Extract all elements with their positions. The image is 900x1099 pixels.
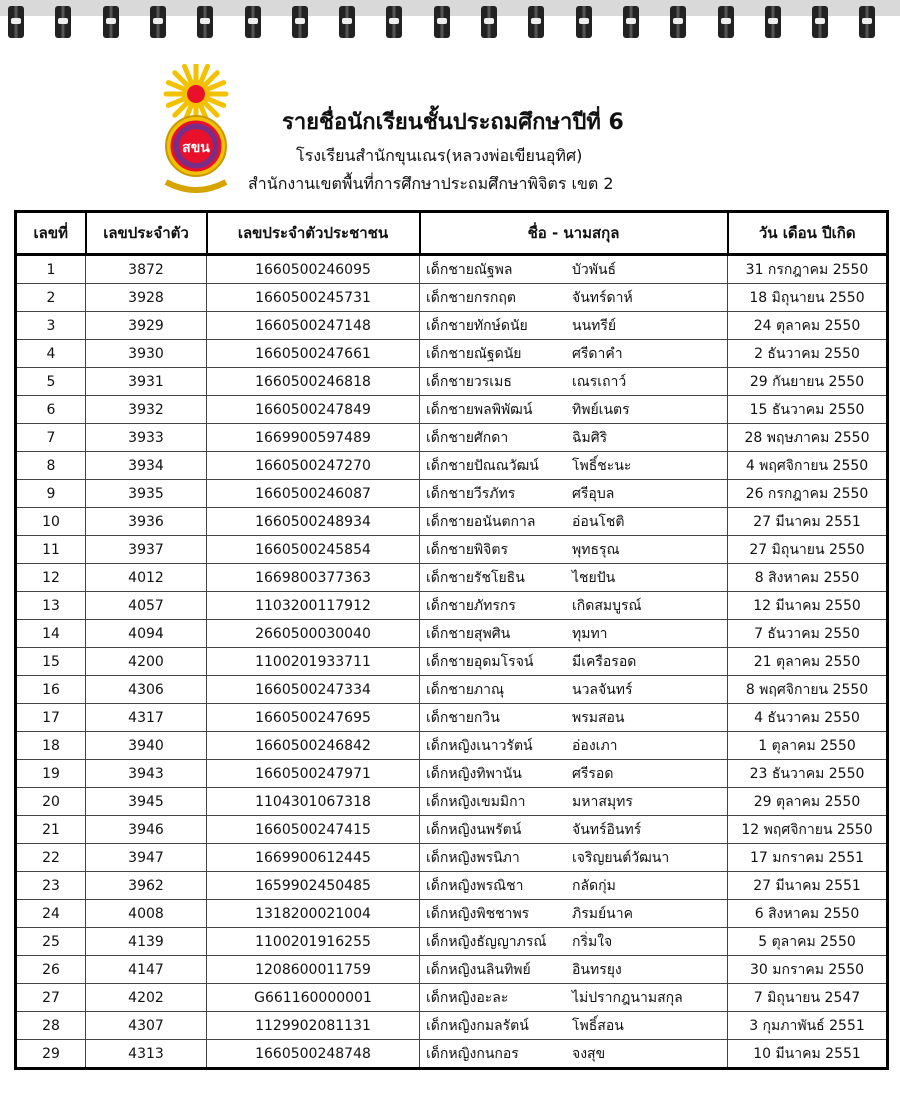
cell-birth-date: 3 กุมภาพันธ์ 2551 xyxy=(728,1012,888,1040)
first-name: เด็กหญิงนลินทิพย์ xyxy=(426,961,531,978)
cell-citizen-id: 1669900612445 xyxy=(207,844,420,872)
cell-full-name xyxy=(420,704,728,732)
last-name: เจริญยนต์วัฒนา xyxy=(572,849,670,866)
cell-full-name xyxy=(420,536,728,564)
table-row xyxy=(16,928,888,956)
cell-citizen-id: 1660500247148 xyxy=(207,312,420,340)
binding-ring xyxy=(292,6,308,38)
cell-full-name xyxy=(420,396,728,424)
cell-full-name xyxy=(420,872,728,900)
binding-ring xyxy=(197,6,213,38)
cell-no: 27 xyxy=(16,984,86,1012)
column-header-no: เลขที่ xyxy=(16,212,86,255)
cell-citizen-id: 1100201916255 xyxy=(207,928,420,956)
table-row xyxy=(16,480,888,508)
cell-student-id: 4147 xyxy=(86,956,207,984)
cell-student-id: 4139 xyxy=(86,928,207,956)
table-row xyxy=(16,592,888,620)
cell-student-id: 4008 xyxy=(86,900,207,928)
binding-ring xyxy=(859,6,875,38)
first-name: เด็กชายปัณณวัฒน์ xyxy=(426,457,539,474)
table-header-row xyxy=(16,212,888,255)
cell-birth-date: 7 ธันวาคม 2550 xyxy=(728,620,888,648)
first-name: เด็กชายณัฐพล xyxy=(426,261,513,278)
table-row xyxy=(16,312,888,340)
first-name: เด็กหญิงเนาวรัตน์ xyxy=(426,737,533,754)
cell-birth-date: 8 พฤศจิกายน 2550 xyxy=(728,676,888,704)
cell-student-id: 3937 xyxy=(86,536,207,564)
cell-student-id: 4057 xyxy=(86,592,207,620)
cell-no: 6 xyxy=(16,396,86,424)
last-name: จันทร์อินทร์ xyxy=(572,821,642,838)
cell-no: 7 xyxy=(16,424,86,452)
cell-birth-date: 29 กันยายน 2550 xyxy=(728,368,888,396)
cell-citizen-id: 1660500246818 xyxy=(207,368,420,396)
binding-ring xyxy=(386,6,402,38)
last-name: นนทรีย์ xyxy=(572,317,617,334)
cell-full-name xyxy=(420,592,728,620)
student-roster-table xyxy=(14,210,889,1070)
binding-ring xyxy=(765,6,781,38)
first-name: เด็กหญิงทิพานัน xyxy=(426,765,522,782)
first-name: เด็กชายพลพิพัฒน์ xyxy=(426,401,533,418)
cell-no: 12 xyxy=(16,564,86,592)
cell-citizen-id: 1208600011759 xyxy=(207,956,420,984)
cell-student-id: 3943 xyxy=(86,760,207,788)
last-name: มีเครือรอด xyxy=(572,653,637,670)
binding-ring xyxy=(8,6,24,38)
cell-birth-date: 26 กรกฎาคม 2550 xyxy=(728,480,888,508)
table-row xyxy=(16,788,888,816)
cell-no: 13 xyxy=(16,592,86,620)
cell-no: 22 xyxy=(16,844,86,872)
last-name: ไชยปัน xyxy=(572,569,616,586)
table-row xyxy=(16,508,888,536)
cell-student-id: 4200 xyxy=(86,648,207,676)
cell-birth-date: 23 ธันวาคม 2550 xyxy=(728,760,888,788)
cell-student-id: 3934 xyxy=(86,452,207,480)
first-name: เด็กชายวีรภัทร xyxy=(426,485,516,502)
last-name: จันทร์ดาห์ xyxy=(572,289,633,306)
table-row xyxy=(16,648,888,676)
cell-student-id: 3940 xyxy=(86,732,207,760)
table-row xyxy=(16,1012,888,1040)
cell-student-id: 3929 xyxy=(86,312,207,340)
cell-full-name xyxy=(420,956,728,984)
cell-no: 24 xyxy=(16,900,86,928)
cell-no: 9 xyxy=(16,480,86,508)
first-name: เด็กชายณัฐดนัย xyxy=(426,345,522,362)
last-name: มหาสมุทร xyxy=(572,793,633,810)
cell-no: 3 xyxy=(16,312,86,340)
first-name: เด็กหญิงกนกอร xyxy=(426,1045,519,1062)
cell-student-id: 3931 xyxy=(86,368,207,396)
first-name: เด็กหญิงนพรัตน์ xyxy=(426,821,522,838)
cell-full-name xyxy=(420,732,728,760)
cell-full-name xyxy=(420,480,728,508)
last-name: ศรีรอด xyxy=(572,765,614,782)
cell-birth-date: 27 มีนาคม 2551 xyxy=(728,508,888,536)
cell-birth-date: 5 ตุลาคม 2550 xyxy=(728,928,888,956)
cell-birth-date: 1 ตุลาคม 2550 xyxy=(728,732,888,760)
binding-ring xyxy=(245,6,261,38)
first-name: เด็กหญิงกมลรัตน์ xyxy=(426,1017,529,1034)
cell-birth-date: 29 ตุลาคม 2550 xyxy=(728,788,888,816)
binding-ring xyxy=(55,6,71,38)
last-name: อ่อนโชติ xyxy=(572,513,625,530)
cell-no: 4 xyxy=(16,340,86,368)
binding-ring xyxy=(576,6,592,38)
binding-ring xyxy=(103,6,119,38)
cell-no: 16 xyxy=(16,676,86,704)
cell-student-id: 4307 xyxy=(86,1012,207,1040)
first-name: เด็กชายภัทรกร xyxy=(426,597,516,614)
first-name: เด็กชายกวิน xyxy=(426,709,500,726)
cell-birth-date: 12 มีนาคม 2550 xyxy=(728,592,888,620)
cell-citizen-id: 1660500245854 xyxy=(207,536,420,564)
table-row xyxy=(16,340,888,368)
table-row xyxy=(16,760,888,788)
cell-birth-date: 4 พฤศจิกายน 2550 xyxy=(728,452,888,480)
cell-birth-date: 7 มิถุนายน 2547 xyxy=(728,984,888,1012)
binding-ring xyxy=(481,6,497,38)
table-row xyxy=(16,255,888,284)
table-row xyxy=(16,956,888,984)
first-name: เด็กหญิงพิชชาพร xyxy=(426,905,530,922)
cell-no: 18 xyxy=(16,732,86,760)
cell-student-id: 3935 xyxy=(86,480,207,508)
cell-full-name xyxy=(420,312,728,340)
cell-no: 14 xyxy=(16,620,86,648)
last-name: ทุมทา xyxy=(572,625,608,642)
cell-full-name xyxy=(420,648,728,676)
cell-no: 23 xyxy=(16,872,86,900)
cell-citizen-id: 1660500246842 xyxy=(207,732,420,760)
table-row xyxy=(16,564,888,592)
school-name: โรงเรียนสำนักขุนเณร(หลวงพ่อเขียนอุทิศ) xyxy=(296,146,583,165)
cell-birth-date: 8 สิงหาคม 2550 xyxy=(728,564,888,592)
cell-birth-date: 6 สิงหาคม 2550 xyxy=(728,900,888,928)
last-name: โพธิ์ชะนะ xyxy=(572,457,632,474)
spiral-binding xyxy=(0,0,900,50)
cell-full-name xyxy=(420,816,728,844)
cell-citizen-id: 1318200021004 xyxy=(207,900,420,928)
last-name: กริ่มใจ xyxy=(572,933,613,950)
cell-student-id: 4317 xyxy=(86,704,207,732)
column-header-birth-date: วัน เดือน ปีเกิด xyxy=(728,212,888,255)
education-office: สำนักงานเขตพื้นที่การศึกษาประถมศึกษาพิจิตร เขต 2 xyxy=(248,174,614,193)
cell-birth-date: 30 มกราคม 2550 xyxy=(728,956,888,984)
table-row xyxy=(16,620,888,648)
cell-student-id: 3932 xyxy=(86,396,207,424)
cell-full-name xyxy=(420,928,728,956)
binding-ring xyxy=(339,6,355,38)
cell-no: 28 xyxy=(16,1012,86,1040)
cell-citizen-id: 1660500248748 xyxy=(207,1040,420,1069)
table-row xyxy=(16,900,888,928)
last-name: ศรีอุบล xyxy=(572,485,615,502)
cell-student-id: 4094 xyxy=(86,620,207,648)
first-name: เด็กหญิงอะละ xyxy=(426,989,509,1006)
cell-full-name xyxy=(420,424,728,452)
cell-birth-date: 18 มิถุนายน 2550 xyxy=(728,284,888,312)
cell-full-name xyxy=(420,900,728,928)
cell-student-id: 3947 xyxy=(86,844,207,872)
first-name: เด็กชายอุดมโรจน์ xyxy=(426,653,534,670)
table-row xyxy=(16,452,888,480)
binding-ring xyxy=(528,6,544,38)
cell-citizen-id: 1659902450485 xyxy=(207,872,420,900)
cell-full-name xyxy=(420,284,728,312)
cell-student-id: 3936 xyxy=(86,508,207,536)
table-row xyxy=(16,676,888,704)
cell-birth-date: 27 มีนาคม 2551 xyxy=(728,872,888,900)
cell-full-name xyxy=(420,340,728,368)
cell-student-id: 3962 xyxy=(86,872,207,900)
first-name: เด็กชายกรกฤต xyxy=(426,289,516,306)
cell-full-name xyxy=(420,620,728,648)
cell-no: 26 xyxy=(16,956,86,984)
last-name: อ่องเภา xyxy=(572,737,618,754)
cell-no: 25 xyxy=(16,928,86,956)
binding-ring xyxy=(670,6,686,38)
last-name: อินทรยุง xyxy=(572,961,622,978)
cell-citizen-id: G661160000001 xyxy=(207,984,420,1012)
school-emblem-icon xyxy=(148,64,244,198)
cell-full-name xyxy=(420,984,728,1012)
last-name: จงสุข xyxy=(572,1045,606,1062)
cell-full-name xyxy=(420,844,728,872)
binding-ring xyxy=(718,6,734,38)
last-name: ไม่ปรากฎนามสกุล xyxy=(572,989,683,1006)
last-name: เณรเถาว์ xyxy=(572,373,627,390)
binding-ring xyxy=(623,6,639,38)
page-title: รายชื่อนักเรียนชั้นประถมศึกษาปีที่ 6 xyxy=(282,110,624,135)
cell-citizen-id: 1660500245731 xyxy=(207,284,420,312)
cell-citizen-id: 1100201933711 xyxy=(207,648,420,676)
cell-full-name xyxy=(420,255,728,284)
table-row xyxy=(16,536,888,564)
cell-no: 17 xyxy=(16,704,86,732)
cell-birth-date: 28 พฤษภาคม 2550 xyxy=(728,424,888,452)
table-row xyxy=(16,844,888,872)
cell-birth-date: 17 มกราคม 2551 xyxy=(728,844,888,872)
cell-citizen-id: 1129902081131 xyxy=(207,1012,420,1040)
cell-no: 10 xyxy=(16,508,86,536)
last-name: ศรีดาคำ xyxy=(572,345,623,362)
cell-citizen-id: 1660500247334 xyxy=(207,676,420,704)
cell-citizen-id: 1660500247661 xyxy=(207,340,420,368)
table-row xyxy=(16,396,888,424)
cell-full-name xyxy=(420,760,728,788)
table-row xyxy=(16,1040,888,1069)
first-name: เด็กหญิงธัญญาภรณ์ xyxy=(426,933,547,950)
emblem-sun xyxy=(187,85,205,103)
last-name: ภิรมย์นาค xyxy=(572,905,633,922)
last-name: บัวพันธ์ xyxy=(572,261,617,278)
table-row xyxy=(16,368,888,396)
emblem-text: สขน xyxy=(182,140,210,156)
first-name: เด็กชายศักดา xyxy=(426,429,509,446)
cell-no: 15 xyxy=(16,648,86,676)
last-name: เกิดสมบูรณ์ xyxy=(572,597,642,614)
cell-citizen-id: 1103200117912 xyxy=(207,592,420,620)
first-name: เด็กชายพิจิตร xyxy=(426,541,508,558)
binding-ring xyxy=(150,6,166,38)
first-name: เด็กชายทักษ์ดนัย xyxy=(426,317,528,334)
cell-citizen-id: 1660500247415 xyxy=(207,816,420,844)
table-row xyxy=(16,984,888,1012)
cell-full-name xyxy=(420,452,728,480)
cell-birth-date: 31 กรกฎาคม 2550 xyxy=(728,255,888,284)
cell-student-id: 3945 xyxy=(86,788,207,816)
cell-birth-date: 10 มีนาคม 2551 xyxy=(728,1040,888,1069)
cell-student-id: 4202 xyxy=(86,984,207,1012)
cell-citizen-id: 1660500247849 xyxy=(207,396,420,424)
cell-citizen-id: 1660500248934 xyxy=(207,508,420,536)
cell-citizen-id: 1669800377363 xyxy=(207,564,420,592)
column-header-full-name: ชื่อ - นามสกุล xyxy=(420,212,728,255)
cell-citizen-id: 1660500246095 xyxy=(207,255,420,284)
cell-full-name xyxy=(420,788,728,816)
first-name: เด็กชายอนันตกาล xyxy=(426,513,536,530)
cell-no: 19 xyxy=(16,760,86,788)
last-name: พุทธรุณ xyxy=(572,541,620,558)
first-name: เด็กชายสุพศิน xyxy=(426,625,511,642)
first-name: เด็กหญิงเขมมิกา xyxy=(426,793,526,810)
first-name: เด็กหญิงพรนิภา xyxy=(426,849,520,866)
last-name: โพธิ์สอน xyxy=(572,1017,624,1034)
cell-birth-date: 27 มิถุนายน 2550 xyxy=(728,536,888,564)
cell-birth-date: 12 พฤศจิกายน 2550 xyxy=(728,816,888,844)
binding-ring xyxy=(812,6,828,38)
table-row xyxy=(16,816,888,844)
first-name: เด็กชายรัชโยธิน xyxy=(426,569,525,586)
cell-citizen-id: 1660500246087 xyxy=(207,480,420,508)
cell-citizen-id: 1104301067318 xyxy=(207,788,420,816)
cell-full-name xyxy=(420,508,728,536)
cell-citizen-id: 1669900597489 xyxy=(207,424,420,452)
cell-student-id: 4012 xyxy=(86,564,207,592)
cell-citizen-id: 2660500030040 xyxy=(207,620,420,648)
table-row xyxy=(16,872,888,900)
cell-full-name xyxy=(420,676,728,704)
cell-birth-date: 21 ตุลาคม 2550 xyxy=(728,648,888,676)
cell-citizen-id: 1660500247971 xyxy=(207,760,420,788)
cell-student-id: 4313 xyxy=(86,1040,207,1069)
last-name: ทิพย์เนตร xyxy=(572,401,630,418)
cell-birth-date: 15 ธันวาคม 2550 xyxy=(728,396,888,424)
first-name: เด็กชายวรเมธ xyxy=(426,373,512,390)
cell-no: 29 xyxy=(16,1040,86,1069)
cell-student-id: 3930 xyxy=(86,340,207,368)
last-name: นวลจันทร์ xyxy=(572,681,633,698)
cell-no: 2 xyxy=(16,284,86,312)
table-row xyxy=(16,732,888,760)
last-name: ฉิมศิริ xyxy=(572,429,608,446)
cell-birth-date: 2 ธันวาคม 2550 xyxy=(728,340,888,368)
first-name: เด็กหญิงพรณิชา xyxy=(426,877,524,894)
cell-student-id: 4306 xyxy=(86,676,207,704)
cell-full-name xyxy=(420,1040,728,1069)
first-name: เด็กชายภาณุ xyxy=(426,681,504,698)
cell-citizen-id: 1660500247695 xyxy=(207,704,420,732)
cell-full-name xyxy=(420,1012,728,1040)
cell-student-id: 3928 xyxy=(86,284,207,312)
cell-no: 11 xyxy=(16,536,86,564)
table-row xyxy=(16,704,888,732)
binding-ring xyxy=(434,6,450,38)
column-header-student-id: เลขประจำตัว xyxy=(86,212,207,255)
table-row xyxy=(16,284,888,312)
cell-student-id: 3933 xyxy=(86,424,207,452)
table-row xyxy=(16,424,888,452)
cell-birth-date: 24 ตุลาคม 2550 xyxy=(728,312,888,340)
last-name: พรมสอน xyxy=(572,709,625,726)
cell-student-id: 3946 xyxy=(86,816,207,844)
cell-full-name xyxy=(420,368,728,396)
last-name: กลัดกุ่ม xyxy=(572,877,616,894)
cell-full-name xyxy=(420,564,728,592)
cell-no: 8 xyxy=(16,452,86,480)
cell-no: 1 xyxy=(16,255,86,284)
cell-no: 5 xyxy=(16,368,86,396)
cell-no: 20 xyxy=(16,788,86,816)
column-header-citizen-id: เลขประจำตัวประชาชน xyxy=(207,212,420,255)
cell-birth-date: 4 ธันวาคม 2550 xyxy=(728,704,888,732)
cell-citizen-id: 1660500247270 xyxy=(207,452,420,480)
cell-student-id: 3872 xyxy=(86,255,207,284)
cell-no: 21 xyxy=(16,816,86,844)
